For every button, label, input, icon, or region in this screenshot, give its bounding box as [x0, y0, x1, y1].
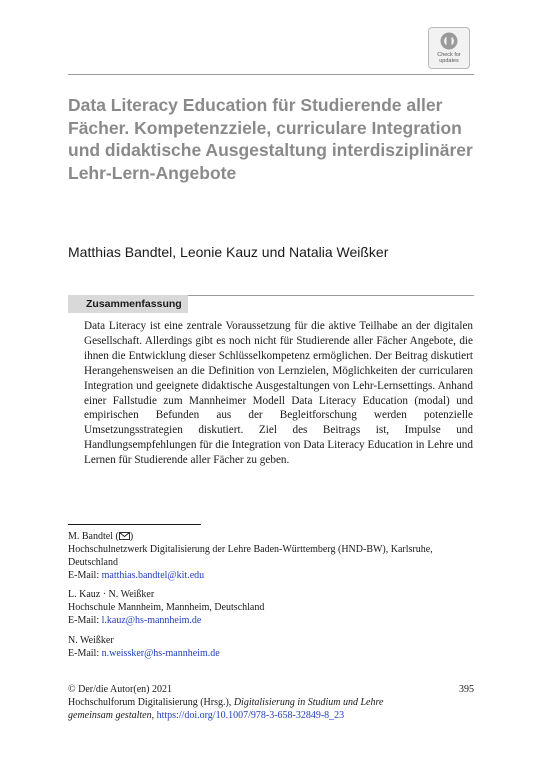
email-line — [68, 647, 220, 660]
author-note-weissker — [68, 634, 220, 660]
author-name-line — [68, 530, 433, 543]
authors: Matthias Bandtel, Leonie Kauz und Natalia Weißker — [68, 244, 389, 260]
footnote-rule — [68, 524, 201, 525]
page-footer — [68, 683, 474, 722]
author-note-bandtel — [68, 530, 433, 582]
author-names: L. Kauz · N. Weißker — [68, 589, 155, 600]
email-link[interactable]: l.kauz@hs-mannheim.de — [101, 615, 202, 626]
affiliation-line-1: Hochschulnetzwerk Digitalisierung der Lehre Baden-Württemberg (HND-BW), Karlsruhe, — [68, 544, 433, 555]
chapter-title: Data Literacy Education für Studierende aller Fächer. Kompetenzziele, curriculare Integration und didaktische Ausgestaltung interdisziplinärer Lehr-Lern-Angebote — [68, 95, 473, 183]
copyright: © Der/die Autor(en) 2021 — [68, 684, 172, 695]
citation-line-1 — [68, 696, 474, 709]
email-line — [68, 569, 433, 582]
abstract-label: Zusammenfassung — [68, 295, 188, 313]
mail-icon — [119, 532, 130, 540]
email-label: E-Mail: — [68, 615, 102, 626]
citation-separator: , — [151, 710, 157, 721]
page-number: 395 — [459, 684, 474, 695]
email-link[interactable]: n.weissker@hs-mannheim.de — [101, 648, 220, 659]
abstract-text: Data Literacy ist eine zentrale Voraussetzung für die aktive Teilhabe an der digitalen Gesellschaft. Allerdings gibt es noch nicht für Studierende aller Fächer Angebote, die ihnen die Entwicklung dieser Schlüsselkompetenz ermöglichen. Der Beitrag diskutiert Herangehensweisen an die Definition von Lernzielen, Möglichkeiten der curricularen Integration und geeignete didaktische Ausgestaltungen von Lehr-Lernsettings. Anhand einer Fallstudie zum Mannheimer Modell Data Literacy Education (modal) und empirischen Befunden aus der Begleitforschung werden potenzielle Umsetzungsstrategien diskutiert. Ziel des Beitrags ist, Impulse und Handlungsempfehlungen für die Integration von Data Literacy Education in Lehre und Lernen für Studierende aller Fächer zu geben. — [84, 320, 473, 467]
badge-line-1: Check for — [437, 52, 461, 58]
citation-line-2 — [68, 709, 474, 722]
badge-line-2: updates — [439, 58, 459, 64]
book-title-part-1: Digitalisierung in Studium und Lehre — [233, 697, 384, 708]
citation-prefix: Hochschulforum Digitalisierung (Hrsg.), — [68, 697, 234, 708]
author-name: N. Weißker — [68, 635, 114, 646]
check-for-updates-badge[interactable] — [428, 27, 470, 69]
doi-link[interactable]: https://doi.org/10.1007/978-3-658-32849-8_23 — [156, 710, 345, 721]
affiliation-line-2: Deutschland — [68, 557, 118, 568]
badge-text — [437, 52, 461, 64]
email-label: E-Mail: — [68, 648, 102, 659]
book-title-part-2: gemeinsam gestalten — [68, 710, 152, 721]
email-link[interactable]: matthias.bandtel@kit.edu — [101, 570, 205, 581]
footer-row — [68, 683, 474, 696]
author-name-end: ) — [129, 531, 134, 542]
author-name: M. Bandtel ( — [68, 531, 119, 542]
crossmark-icon — [439, 31, 459, 51]
email-line — [68, 614, 264, 627]
affiliation: Hochschule Mannheim, Mannheim, Deutschland — [68, 602, 265, 613]
email-label: E-Mail: — [68, 570, 102, 581]
author-note-kauz-weissker — [68, 588, 264, 627]
header-rule — [68, 74, 474, 75]
